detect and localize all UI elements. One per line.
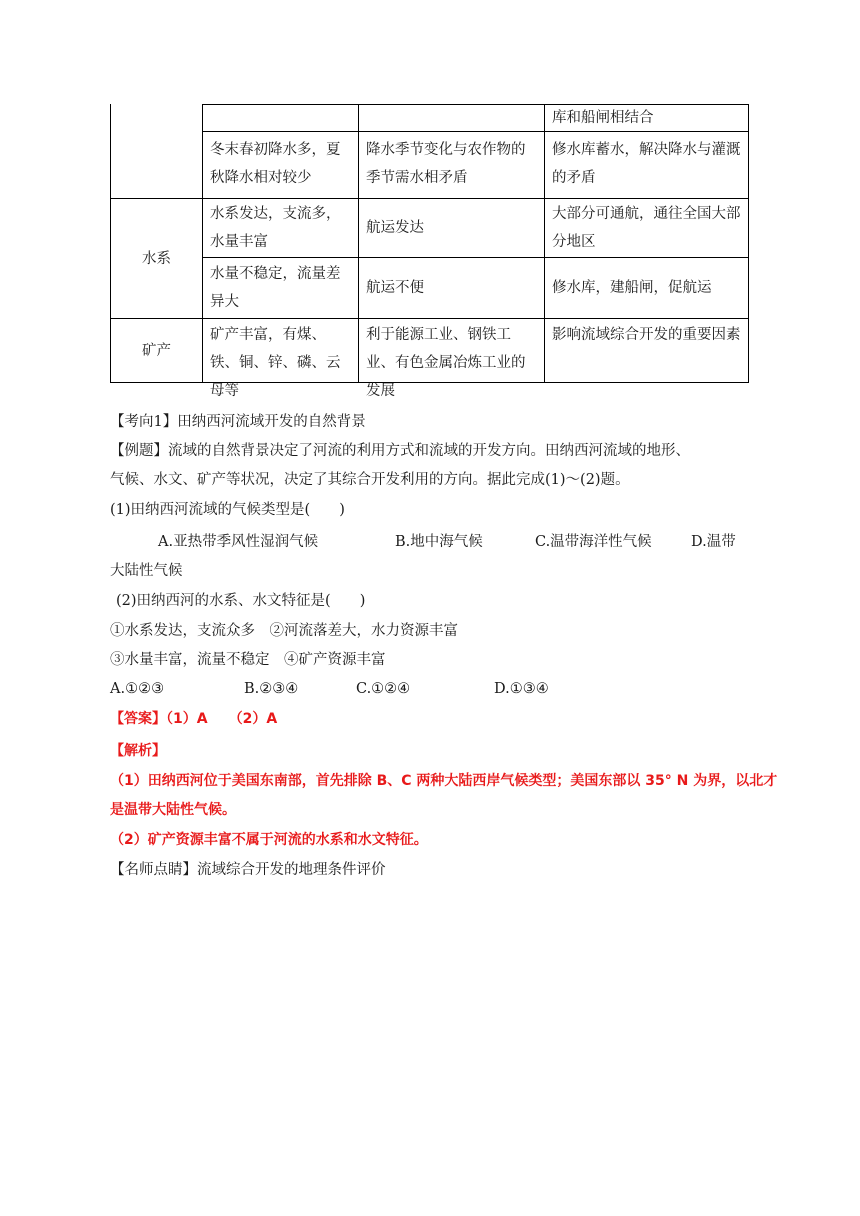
q2-option-a: A.①②③ (110, 681, 165, 697)
q1-option-a: A.亚热带季风性湿润气候 (158, 534, 319, 550)
table-cell: 冬末春初降水多，夏秋降水相对较少 (210, 142, 341, 186)
table-cell: 利于能源工业、钢铁工业、有色金属冶炼工业的发展 (366, 327, 526, 399)
category-water-system: 水系 (142, 250, 171, 267)
table-cell: 水系发达，支流多，水量丰富 (210, 206, 341, 250)
question-1-stem: (1)田纳西河流域的气候类型是( ) (110, 502, 345, 518)
table-cell: 降水季节变化与农作物的季节需水相矛盾 (366, 142, 526, 186)
table-cell: 影响流域综合开发的重要因素 (552, 327, 741, 343)
q2-items: ③水量丰富，流量不稳定 ④矿产资源丰富 (110, 652, 386, 668)
analysis-label: 【解析】 (110, 743, 166, 759)
answer-text: 【答案】（1）A （2）A (110, 711, 278, 727)
table-cell: 修水库，建船闸，促航运 (552, 280, 712, 296)
example-line: 气候、水文、矿产等状况，决定了其综合开发利用的方向。据此完成(1)～(2)题。 (110, 472, 630, 488)
analysis-line: 是温带大陆性气候。 (110, 802, 236, 818)
q1-option-d: D.温带 (691, 534, 736, 550)
q2-items: ①水系发达，支流众多 ②河流落差大，水力资源丰富 (110, 623, 458, 639)
table-cell: 水量不稳定，流量差异大 (210, 266, 341, 310)
category-minerals: 矿产 (142, 342, 171, 359)
table-cell: 航运不便 (366, 280, 424, 296)
q1-option-d-continued: 大陆性气候 (110, 563, 183, 579)
q2-option-c: C.①②④ (356, 681, 411, 697)
example-line: 【例题】流域的自然背景决定了河流的利用方式和流域的开发方向。田纳西河流域的地形、 (110, 443, 690, 459)
table-cell: 库和船闸相结合 (552, 110, 654, 126)
geo-conditions-table (110, 104, 750, 399)
question-2-stem: (2)田纳西河的水系、水文特征是( ) (116, 593, 366, 609)
q1-option-c: C.温带海洋性气候 (535, 534, 652, 550)
table-cell: 矿产丰富，有煤、铁、铜、锌、磷、云母等 (210, 327, 341, 399)
tip-heading: 【名师点睛】流域综合开发的地理条件评价 (110, 862, 386, 878)
q2-option-b: B.②③④ (244, 681, 299, 697)
analysis-line: （1）田纳西河位于美国东南部，首先排除 B、C 两种大陆西岸气候类型；美国东部以 35° N 为界，以北才 (110, 773, 778, 789)
table-cell: 修水库蓄水，解决降水与灌溉的矛盾 (552, 142, 741, 186)
analysis-line: （2）矿产资源丰富不属于河流的水系和水文特征。 (110, 832, 428, 848)
section-heading: 【考向1】田纳西河流域开发的自然背景 (110, 414, 366, 430)
table-cell: 航运发达 (366, 220, 424, 236)
q2-option-d: D.①③④ (494, 681, 549, 697)
table-cell: 大部分可通航，通往全国大部分地区 (552, 206, 741, 250)
q1-option-b: B.地中海气候 (395, 534, 483, 550)
